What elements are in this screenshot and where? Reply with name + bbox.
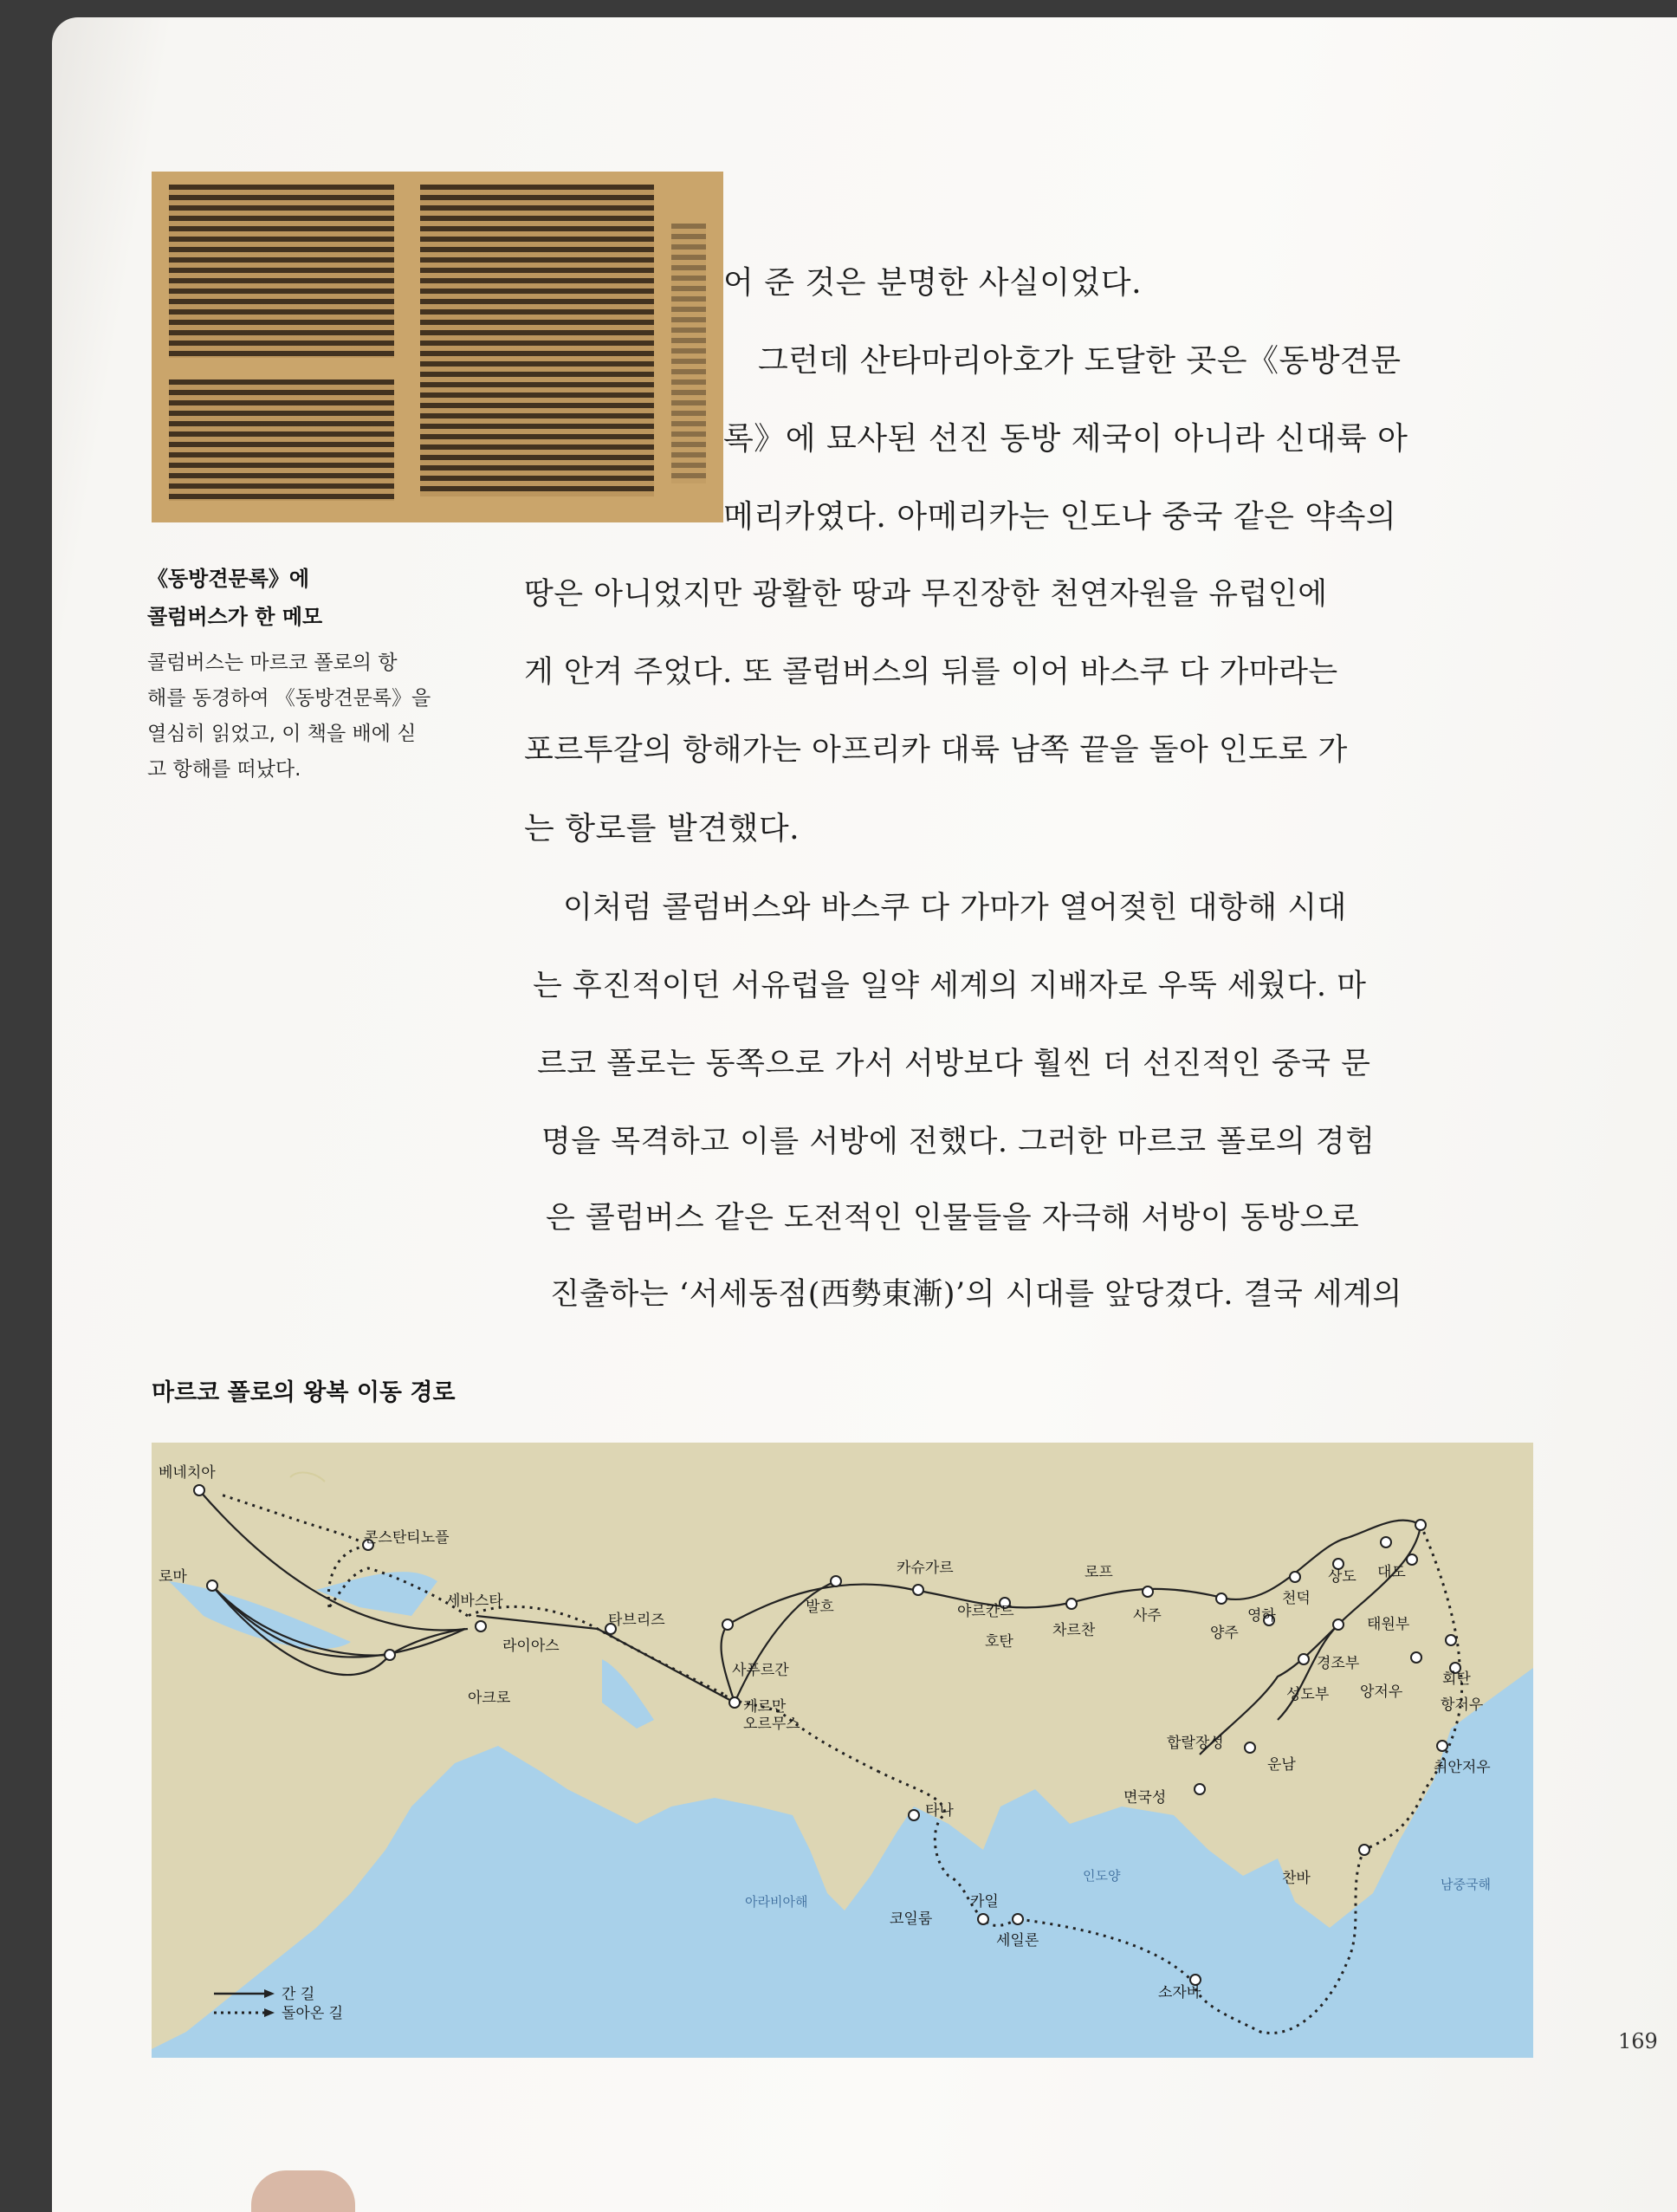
place-label: 타나 bbox=[925, 1802, 954, 1820]
place-label: 야르칸드 bbox=[957, 1603, 1014, 1620]
caption-line: 콜럼버스는 마르코 폴로의 항 bbox=[147, 652, 398, 674]
place-label: 사푸르간 bbox=[732, 1662, 789, 1679]
place-marker bbox=[1411, 1652, 1421, 1663]
page-number: 169 bbox=[1618, 2029, 1658, 2053]
place-label: 세일론 bbox=[996, 1932, 1039, 1949]
place-label: 베네치아 bbox=[159, 1464, 216, 1482]
place-marker bbox=[385, 1650, 395, 1660]
place-label: 로마 bbox=[159, 1568, 187, 1586]
place-marker bbox=[1195, 1784, 1205, 1794]
place-label: 아크로 bbox=[468, 1690, 511, 1707]
place-marker bbox=[1013, 1914, 1023, 1924]
place-label: 호탄 bbox=[985, 1633, 1013, 1651]
caption-line: 열심히 읽었고, 이 책을 배에 싣 bbox=[147, 723, 417, 745]
place-label: 면국성 bbox=[1123, 1789, 1167, 1807]
route-map-svg bbox=[152, 1443, 1533, 2058]
sea-label: 남중국해 bbox=[1441, 1877, 1491, 1892]
route-map bbox=[152, 1443, 1533, 2058]
place-label: 로프 bbox=[1085, 1564, 1113, 1581]
place-marker bbox=[729, 1697, 740, 1708]
place-marker bbox=[1143, 1586, 1153, 1597]
place-label: 카일 bbox=[970, 1893, 999, 1910]
place-label: 대도 bbox=[1377, 1564, 1406, 1581]
photo-caption-title-line-2: 콜럼버스가 한 메모 bbox=[147, 605, 323, 629]
body-line: 이처럼 콜럼버스와 바스쿠 다 가마가 열어젖힌 대항해 시대 bbox=[563, 891, 1347, 925]
place-marker bbox=[1333, 1619, 1344, 1630]
book-page bbox=[52, 17, 1677, 2212]
place-marker bbox=[1437, 1741, 1447, 1751]
place-marker bbox=[913, 1585, 923, 1595]
body-line: 포르투갈의 항해가는 아프리카 대륙 남쪽 끝을 돌아 인도로 가 bbox=[524, 733, 1348, 768]
place-marker bbox=[476, 1621, 486, 1631]
place-marker bbox=[207, 1580, 217, 1591]
map-title: 마르코 폴로의 왕복 이동 경로 bbox=[152, 1379, 456, 1406]
manuscript-photo bbox=[152, 172, 723, 522]
body-line: 은 콜럼버스 같은 도전적인 인물들을 자극해 서방이 동방으로 bbox=[546, 1201, 1360, 1236]
place-label: 성도부 bbox=[1286, 1686, 1330, 1703]
body-line: 르코 폴로는 동쪽으로 가서 서방보다 훨씬 더 선진적인 중국 문 bbox=[537, 1047, 1371, 1081]
sea-label: 인도양 bbox=[1083, 1868, 1121, 1884]
body-line: 는 후진적이던 서유럽을 일약 세계의 지배자로 우뚝 세웠다. 마 bbox=[533, 969, 1367, 1003]
place-label: 카슈가르 bbox=[897, 1560, 954, 1577]
place-label: 합랄장성 bbox=[1167, 1735, 1224, 1752]
place-marker bbox=[1298, 1654, 1309, 1664]
place-label: 취안저우 bbox=[1434, 1759, 1491, 1776]
place-marker bbox=[194, 1485, 204, 1495]
place-label: 양주 bbox=[1210, 1625, 1239, 1642]
place-label: 천덕 bbox=[1282, 1590, 1311, 1607]
place-label: 운남 bbox=[1267, 1756, 1296, 1774]
place-label: 경조부 bbox=[1317, 1655, 1360, 1672]
place-marker bbox=[722, 1619, 733, 1630]
place-label: 코일룸 bbox=[890, 1910, 933, 1928]
thumb bbox=[251, 2170, 355, 2212]
place-label: 영하 bbox=[1247, 1607, 1276, 1625]
legend-return-label: 돌아온 길 bbox=[282, 2005, 344, 2022]
place-marker bbox=[1415, 1520, 1426, 1530]
place-label: 발흐 bbox=[806, 1599, 834, 1616]
place-label: 항저우 bbox=[1441, 1696, 1484, 1714]
place-label: 회단 bbox=[1442, 1670, 1471, 1688]
place-label: 콘스탄티노플 bbox=[364, 1529, 450, 1547]
place-label: 타브리즈 bbox=[608, 1612, 665, 1629]
body-line: 는 항로를 발견했다. bbox=[524, 811, 800, 847]
place-label: 차르찬 bbox=[1052, 1622, 1096, 1639]
photo-caption-body bbox=[147, 645, 485, 788]
place-label: 태원부 bbox=[1367, 1616, 1410, 1633]
body-line: 메리카였다. 아메리카는 인도나 중국 같은 약속의 bbox=[723, 499, 1397, 535]
body-line: 록》에 묘사된 선진 동방 제국이 아니라 신대륙 아 bbox=[723, 421, 1408, 457]
place-label: 앙저우 bbox=[1360, 1683, 1403, 1701]
body-line: 그런데 산타마리아호가 도달한 곳은《동방견문 bbox=[758, 343, 1402, 379]
caption-line: 해를 동경하여 《동방견문록》을 bbox=[147, 687, 431, 710]
sea-label: 아라비아해 bbox=[745, 1894, 808, 1910]
body-line: 땅은 아니었지만 광활한 땅과 무진장한 천연자원을 유럽인에 bbox=[524, 577, 1328, 612]
place-marker bbox=[1245, 1742, 1255, 1753]
photo-caption-title-line-1: 《동방견문록》에 bbox=[147, 567, 310, 591]
place-marker bbox=[1216, 1593, 1227, 1604]
place-marker bbox=[1407, 1554, 1417, 1565]
place-label: 오르무스 bbox=[743, 1716, 800, 1733]
place-marker bbox=[1066, 1599, 1077, 1609]
body-line: 진출하는 ‘서세동점(西勢東漸)’의 시대를 앞당겼다. 결국 세계의 bbox=[550, 1277, 1402, 1312]
place-label: 찬바 bbox=[1282, 1870, 1311, 1887]
body-line: 어 준 것은 분명한 사실이었다. bbox=[723, 265, 1143, 301]
place-label: 케르만 bbox=[743, 1698, 787, 1716]
place-marker bbox=[831, 1576, 841, 1586]
place-marker bbox=[1381, 1537, 1391, 1547]
place-label: 사주 bbox=[1133, 1607, 1162, 1625]
place-label: 소자바 bbox=[1158, 1984, 1201, 2001]
place-marker bbox=[1446, 1635, 1456, 1645]
place-marker bbox=[1359, 1845, 1369, 1855]
place-label: 세바스타 bbox=[446, 1593, 503, 1610]
caption-line: 고 항해를 떠났다. bbox=[147, 758, 301, 781]
body-line: 게 안겨 주었다. 또 콜럼버스의 뒤를 이어 바스쿠 다 가마라는 bbox=[524, 655, 1338, 690]
place-marker bbox=[978, 1914, 988, 1924]
place-label: 라이아스 bbox=[502, 1638, 560, 1655]
body-line: 명을 목격하고 이를 서방에 전했다. 그러한 마르코 폴로의 경험 bbox=[541, 1125, 1376, 1159]
legend-outbound-label: 간 길 bbox=[282, 1986, 315, 2003]
place-marker bbox=[1290, 1572, 1300, 1582]
place-label: 상도 bbox=[1328, 1568, 1356, 1586]
place-marker bbox=[909, 1810, 919, 1820]
